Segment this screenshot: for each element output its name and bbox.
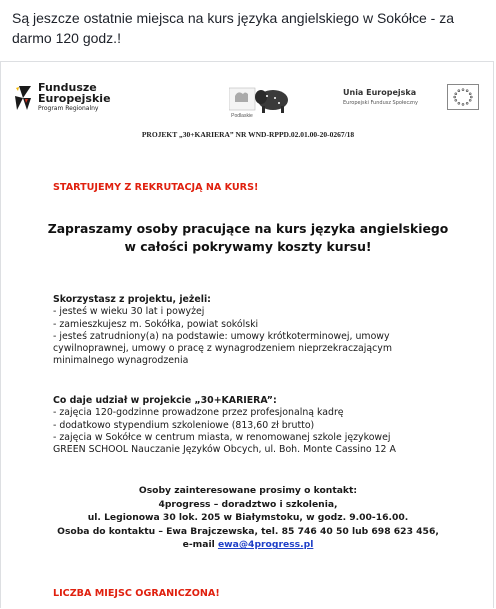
fundusze-europejskie-logo [13, 82, 133, 122]
unia-europejska-logo [343, 84, 483, 124]
eligibility-line: - jesteś w wieku 30 lat i powyżej [53, 306, 205, 318]
eligibility-line: - zamieszkujesz m. Sokółka, powiat sokólski [53, 318, 259, 330]
ue-subtitle: Europejski Fundusz Społeczny [343, 100, 418, 106]
eu-flag-icon [447, 84, 479, 110]
benefit-line: - dodatkowo stypendium szkoleniowe (813,60 zł brutto) [53, 419, 315, 431]
recruitment-start-heading: STARTUJEMY Z REKRUTACJĄ NA KURS! [53, 182, 259, 193]
ue-text [343, 88, 418, 106]
email-prefix: e-mail [182, 539, 215, 551]
eligibility-line: cywilnoprawnej, umowy o pracę z wynagrodzeniem nieprzekraczającym [53, 343, 392, 355]
benefit-line: - zajęcia w Sokółce w centrum miasta, w renomowanej szkole językowej [53, 431, 391, 443]
podlaskie-label: Podlaskie [231, 113, 253, 119]
limited-places-notice: LICZBA MIEJSC OGRANICZONA! [53, 588, 220, 599]
contact-line: ul. Legionowa 30 lok. 205 w Białymstoku, w godz. 9.00-16.00. [87, 512, 409, 524]
eligibility-line: minimalnego wynagrodzenia [53, 355, 189, 367]
benefits-section [53, 395, 483, 456]
eligibility-section [53, 294, 483, 368]
project-number: PROJEKT „30+KARIERA” NR WND-RPPD.02.01.00-20-0267/18 [141, 130, 355, 139]
contact-line: Osoby zainteresowane prosimy o kontakt: [138, 485, 358, 496]
post-image-flyer[interactable] [0, 61, 494, 608]
contact-section [31, 484, 465, 552]
podlaskie-logo [229, 84, 289, 124]
benefits-title: Co daje udział w projekcie „30+KARIERA”: [53, 395, 277, 406]
benefit-line: - zajęcia 120-godzinne prowadzone przez profesjonalną kadrę [53, 407, 344, 419]
contact-line: Osoba do kontaktu – Ewa Brajczewska, tel. 85 746 40 50 lub 698 623 456, [57, 525, 439, 537]
logo-bar [1, 62, 494, 126]
benefit-line: GREEN SCHOOL Nauczanie Języków Obcych, ul. Boh. Monte Cassino 12 A [53, 444, 396, 456]
headline-line-2: w całości pokrywamy koszty kursu! [124, 239, 372, 254]
fe-logo-text [38, 82, 111, 113]
fe-star-mark-icon [13, 82, 33, 112]
bison-icon [229, 84, 289, 114]
ue-title: Unia Europejska [343, 88, 417, 97]
fe-line1: Fundusze [38, 81, 97, 94]
fe-line3: Program Regionalny [38, 105, 99, 112]
post-message: Są jeszcze ostatnie miejsca na kurs języka angielskiego w Sokółce - za darmo 120 godz.! [12, 10, 454, 46]
contact-email-line [31, 538, 465, 552]
contact-line: 4progress – doradztwo i szkolenia, [158, 498, 338, 510]
eligibility-title: Skorzystasz z projektu, jeżeli: [53, 294, 211, 305]
headline-line-1: Zapraszamy osoby pracujące na kurs języka angielskiego [47, 221, 449, 236]
email-link[interactable]: ewa@4progress.pl [217, 539, 314, 551]
flyer-headline [31, 220, 465, 256]
eligibility-line: - jesteś zatrudniony(a) na podstawie: umowy krótkoterminowej, umowy [53, 330, 390, 342]
fe-line2: Europejskie [38, 92, 111, 105]
